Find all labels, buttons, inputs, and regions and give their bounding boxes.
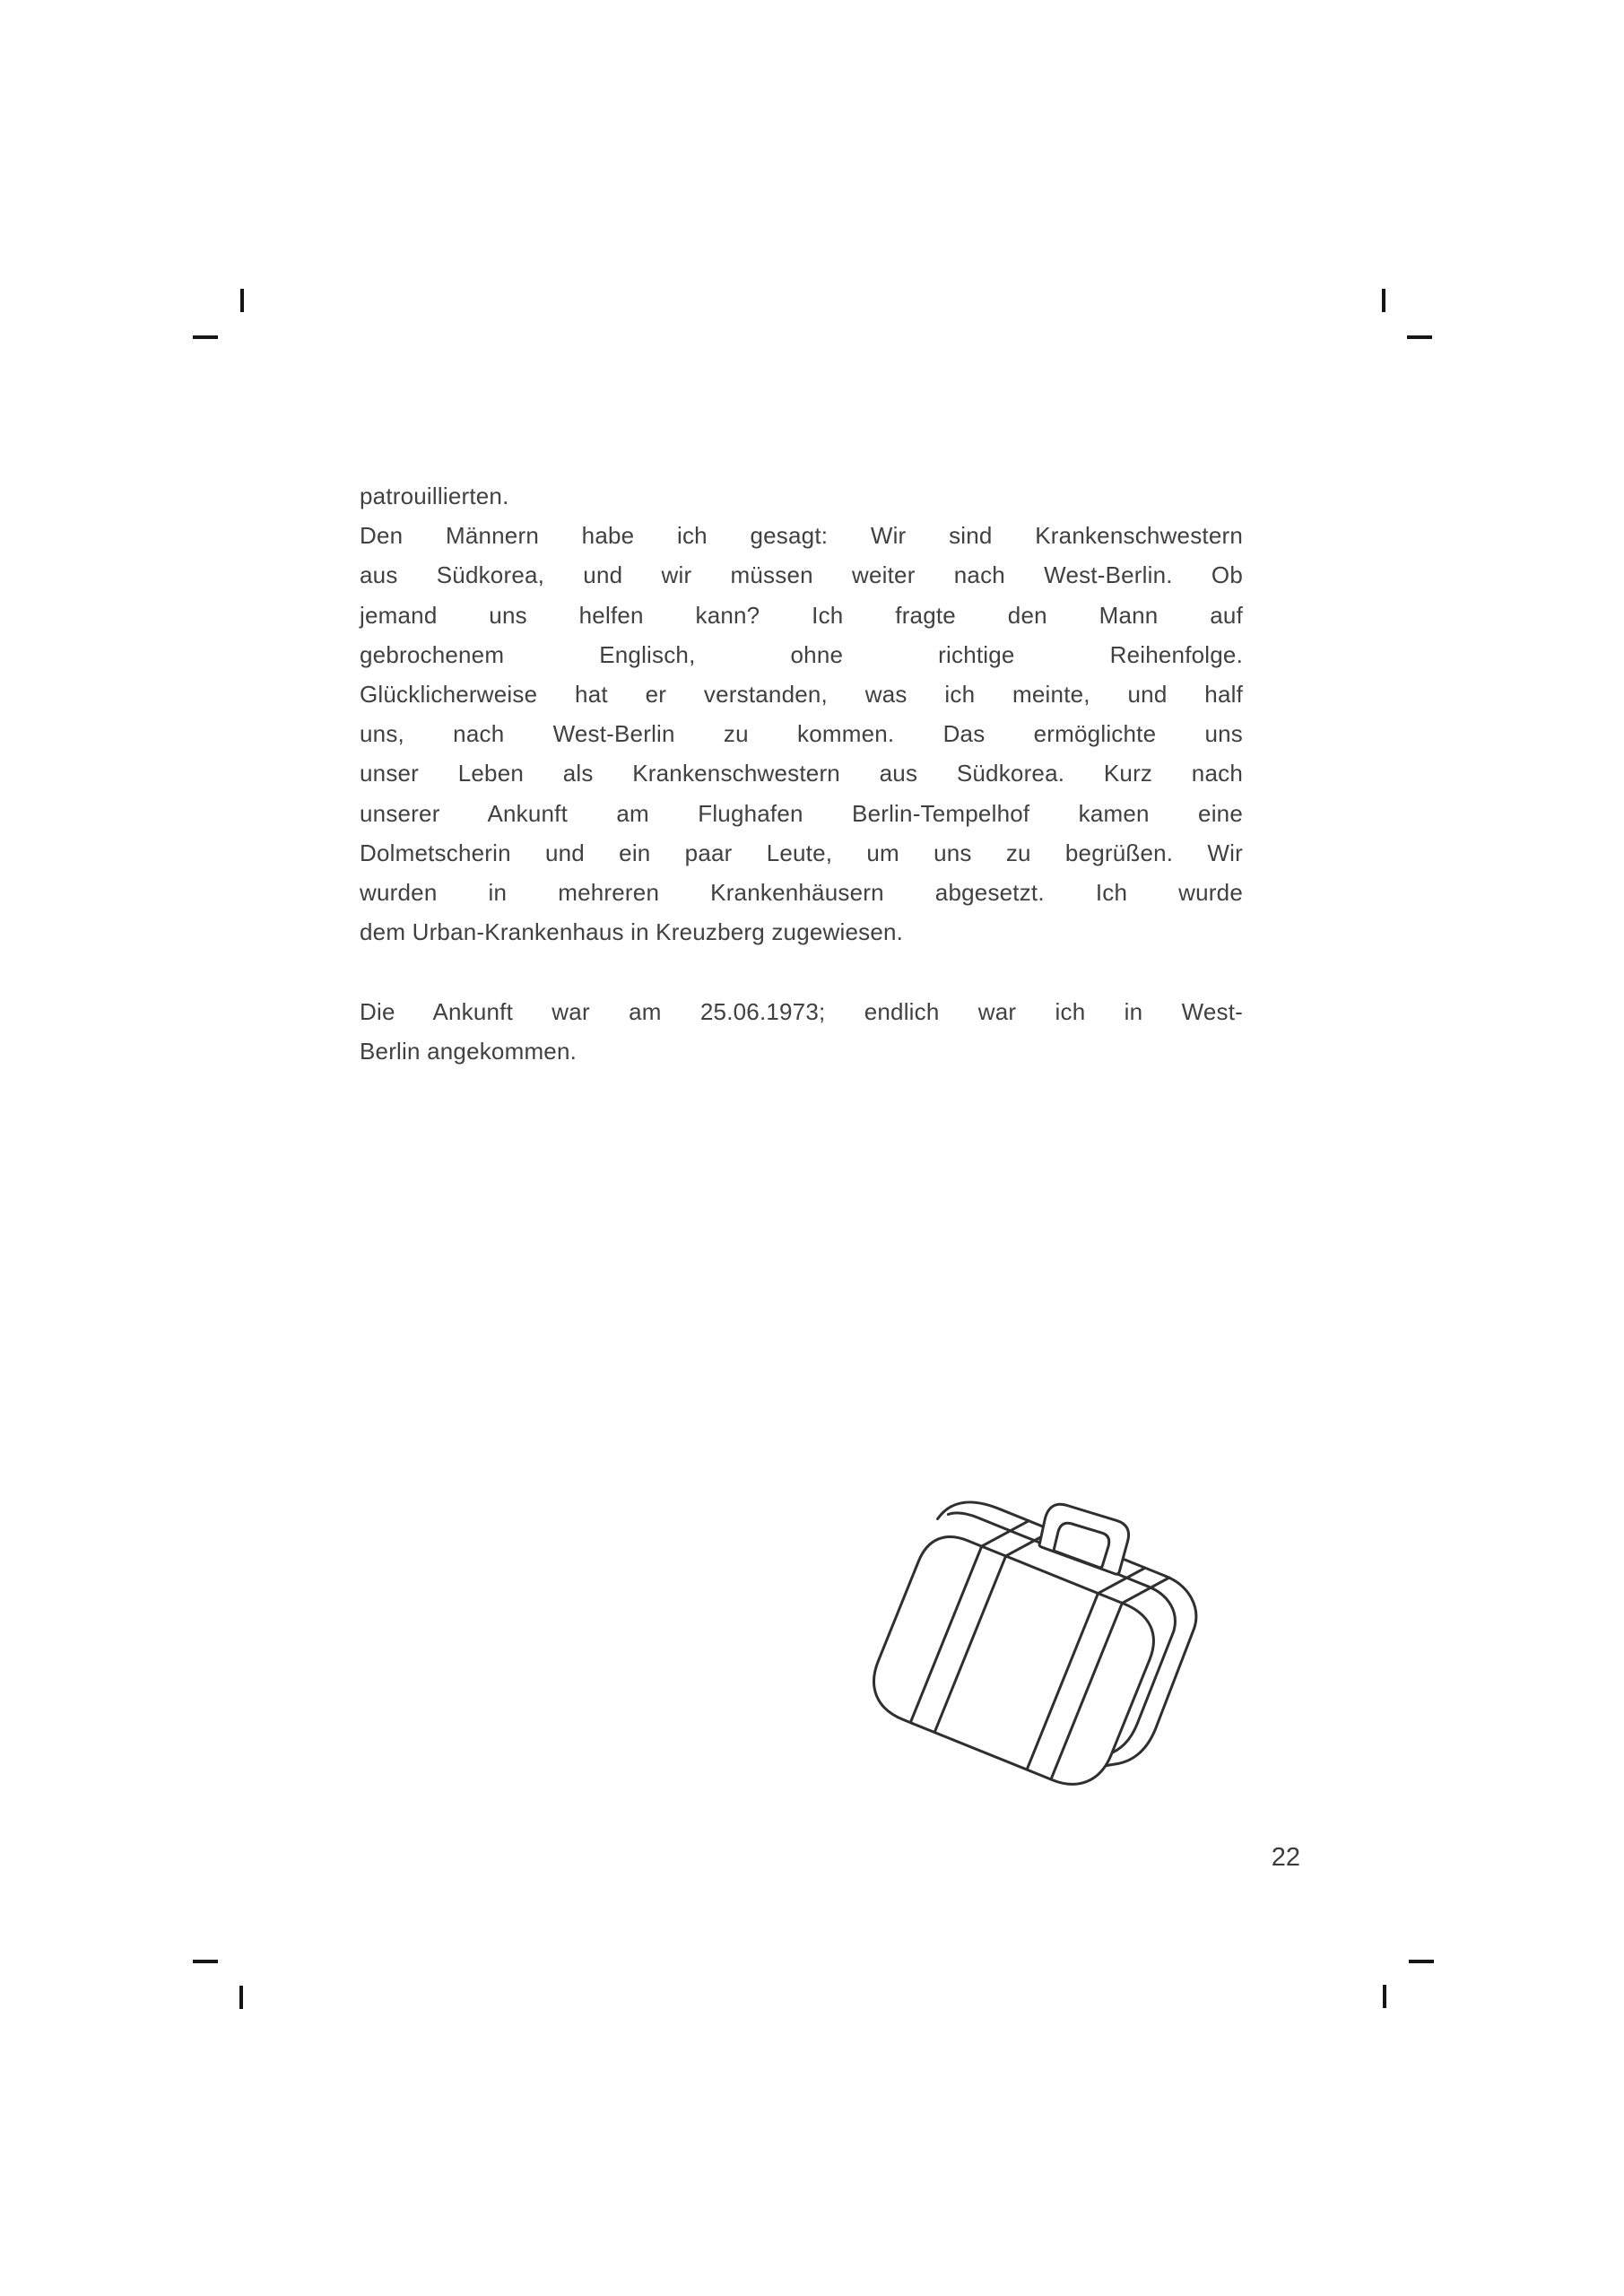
text-line: Den Männern habe ich gesagt: Wir sind Krankenschwestern (360, 522, 1243, 550)
text-line: aus Südkorea, und wir müssen weiter nach West-Berlin. Ob (360, 561, 1243, 589)
text-line: Berlin angekommen. (360, 1037, 578, 1065)
text-line: gebrochenem Englisch, ohne richtige Reihenfolge. (360, 640, 1243, 668)
crop-mark-top-left-vertical (240, 289, 244, 312)
text-line: unser Leben als Krankenschwestern aus Südkorea. Kurz nach (360, 760, 1243, 787)
page-number: 22 (1271, 1843, 1300, 1872)
crop-mark-bottom-right-horizontal (1409, 1960, 1434, 1963)
text-line: uns, nach West-Berlin zu kommen. Das ermöglichte uns (360, 720, 1243, 748)
text-line: jemand uns helfen kann? Ich fragte den Mann auf (360, 601, 1243, 629)
text-line: unserer Ankunft am Flughafen Berlin-Tempelhof kamen eine (360, 799, 1243, 827)
suitcase-illustration (807, 1453, 1238, 1830)
crop-mark-top-right-horizontal (1407, 335, 1432, 339)
text-block (360, 476, 1243, 1071)
crop-mark-bottom-left-horizontal (193, 1960, 218, 1963)
text-line: wurden in mehreren Krankenhäusern abgesetzt. Ich wurde (360, 879, 1243, 907)
paragraph (360, 992, 1243, 1071)
text-line: Die Ankunft war am 25.06.1973; endlich war ich in West- (360, 997, 1243, 1025)
text-line: Glücklicherweise hat er verstanden, was ich meinte, und half (360, 681, 1243, 709)
paragraph (360, 476, 1243, 952)
crop-mark-top-left-horizontal (193, 335, 218, 339)
text-line: dem Urban-Krankenhaus in Kreuzberg zugewiesen. (360, 918, 904, 946)
crop-mark-top-right-vertical (1382, 289, 1385, 312)
text-line: patrouillierten. (360, 483, 509, 509)
crop-mark-bottom-left-vertical (239, 1986, 243, 2009)
text-line: Dolmetscherin und ein paar Leute, um uns zu begrüßen. Wir (360, 839, 1243, 866)
crop-mark-bottom-right-vertical (1383, 1985, 1386, 2008)
